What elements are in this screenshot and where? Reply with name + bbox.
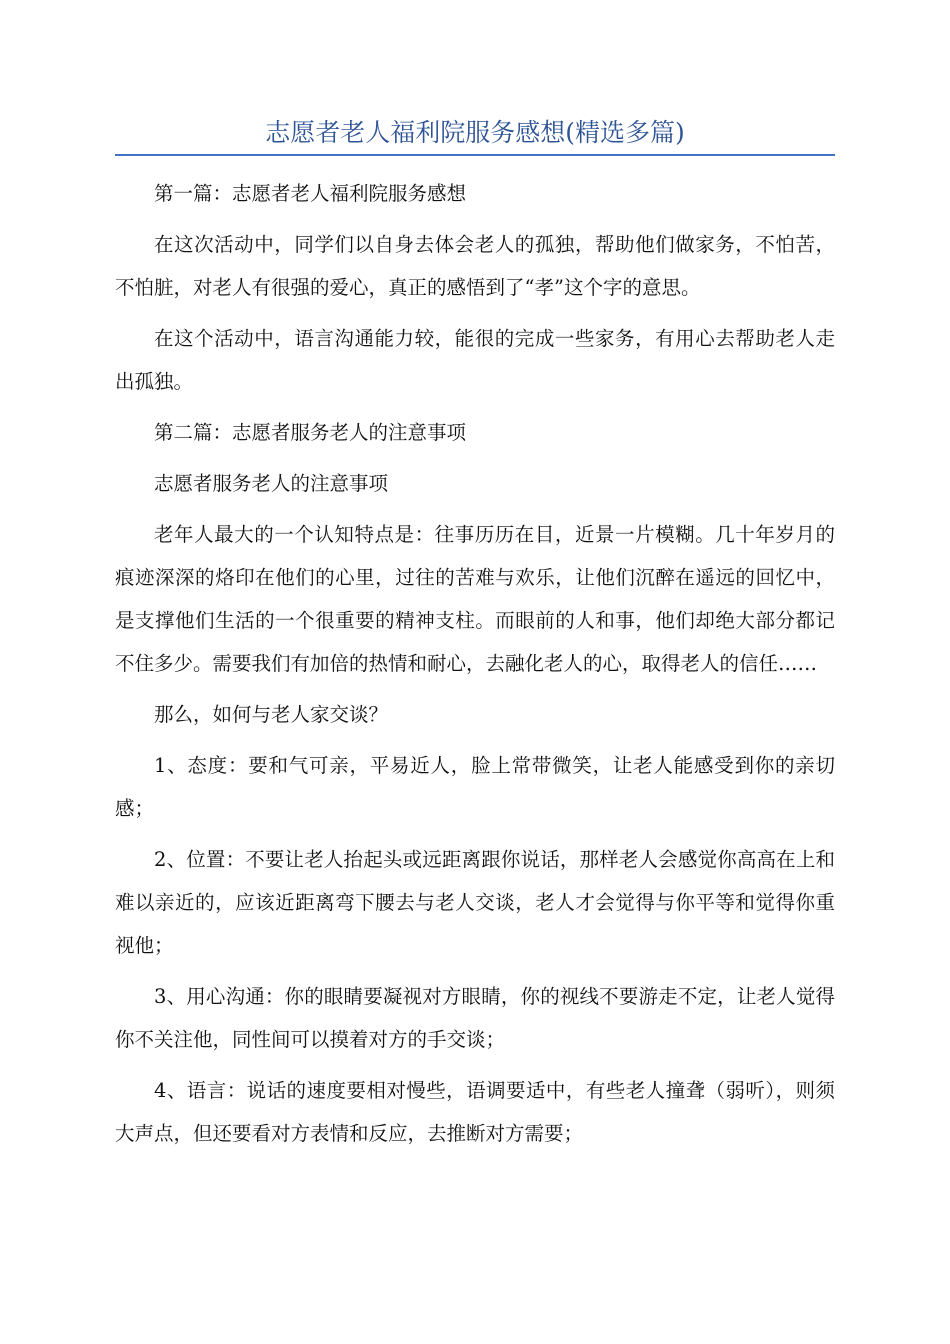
list-item: 3、用心沟通：你的眼睛要凝视对方眼睛，你的视线不要游走不定，让老人觉得你不关注他，同性间可以摸着对方的手交谈； bbox=[115, 985, 835, 1051]
paragraph: 在这次活动中，同学们以自身去体会老人的孤独，帮助他们做家务，不怕苦，不怕脏，对老人有很强的爱心，真正的感悟到了“孝”这个字的意思。 bbox=[115, 233, 835, 299]
paragraph: 那么，如何与老人家交谈？ bbox=[154, 703, 389, 726]
list-item: 2、位置：不要让老人抬起头或远距离跟你说话，那样老人会感觉你高高在上和难以亲近的，应该近距离弯下腰去与老人交谈，老人才会觉得与你平等和觉得你重视他； bbox=[115, 848, 835, 957]
heading-part-one: 第一篇：志愿者老人福利院服务感想 bbox=[154, 182, 467, 205]
document-title: 志愿者老人福利院服务感想(精选多篇) bbox=[265, 118, 685, 147]
list-item: 1、态度：要和气可亲，平易近人，脸上常带微笑，让老人能感受到你的亲切感； bbox=[115, 754, 835, 820]
title-underline bbox=[115, 154, 835, 156]
subheading: 志愿者服务老人的注意事项 bbox=[154, 472, 389, 495]
heading-part-two: 第二篇：志愿者服务老人的注意事项 bbox=[154, 421, 467, 444]
list-item: 4、语言：说话的速度要相对慢些，语调要适中，有些老人撞聋（弱听），则须大声点，但还要看对方表情和反应，去推断对方需要； bbox=[115, 1079, 835, 1145]
document-body bbox=[115, 172, 835, 1163]
paragraph: 老年人最大的一个认知特点是：往事历历在目，近景一片模糊。几十年岁月的痕迹深深的烙印在他们的心里，过往的苦难与欢乐，让他们沉醉在遥远的回忆中，是支撑他们生活的一个很重要的精神支柱。而眼前的人和事，他们却绝大部分都记不住多少。需要我们有加倍的热情和耐心，去融化老人的心，取得老人的信任…… bbox=[115, 523, 835, 675]
paragraph: 在这个活动中，语言沟通能力较，能很的完成一些家务，有用心去帮助老人走出孤独。 bbox=[115, 327, 835, 393]
